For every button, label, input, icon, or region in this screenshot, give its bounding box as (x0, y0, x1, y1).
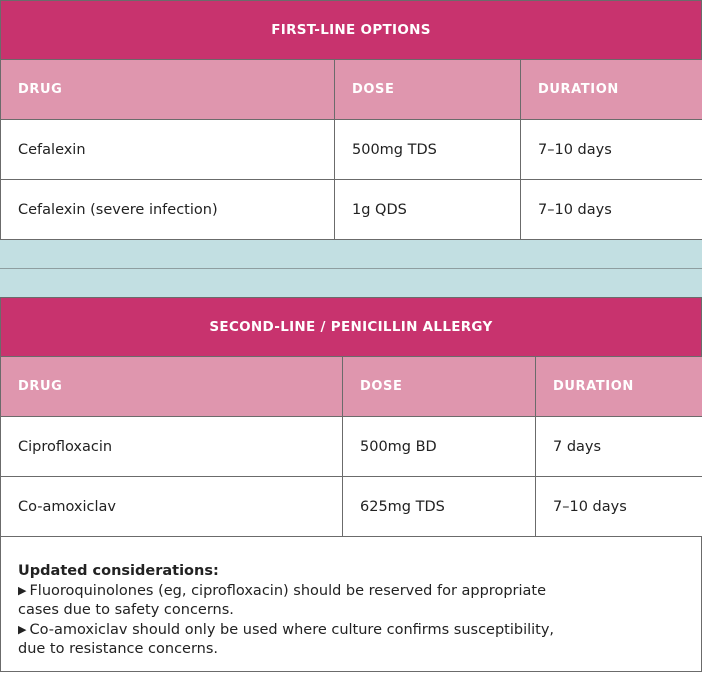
first-line-heading-text: FIRST-LINE OPTIONS (271, 22, 431, 38)
considerations-title: Updated considerations: (18, 563, 219, 579)
consideration-text: Fluoroquinolones (eg, ciprofloxacin) should be reserved for appropriate (29, 583, 547, 599)
drug-cell: Ciprofloxacin (1, 417, 343, 477)
drug-cell: Co-amoxiclav (1, 477, 343, 537)
first-line-table (0, 59, 702, 240)
considerations-box (0, 536, 702, 672)
drug-cell: Cefalexin (severe infection) (1, 180, 335, 240)
table-row (1, 417, 702, 477)
table-row (1, 180, 702, 240)
column-header-dose: DOSE (343, 357, 536, 417)
dose-cell: 500mg TDS (335, 120, 521, 180)
column-header-duration: DURATION (536, 357, 702, 417)
consideration-item (18, 620, 684, 659)
dose-cell: 500mg BD (343, 417, 536, 477)
consideration-text: due to resistance concerns. (18, 641, 219, 657)
column-header-dose: DOSE (335, 60, 521, 120)
consideration-text: cases due to safety concerns. (18, 602, 234, 618)
first-line-heading (0, 0, 702, 60)
column-header-drug: DRUG (1, 60, 335, 120)
triangle-right-icon: ▶ (18, 623, 27, 636)
second-line-table (0, 356, 702, 537)
triangle-right-icon: ▶ (18, 584, 27, 597)
consideration-item (18, 581, 684, 620)
second-line-heading (0, 297, 702, 357)
duration-cell: 7–10 days (536, 477, 702, 537)
column-header-duration: DURATION (521, 60, 702, 120)
duration-cell: 7 days (536, 417, 702, 477)
drug-cell: Cefalexin (1, 120, 335, 180)
consideration-text: Co-amoxiclav should only be used where culture confirms susceptibility, (29, 622, 555, 638)
dose-cell: 625mg TDS (343, 477, 536, 537)
duration-cell: 7–10 days (521, 180, 702, 240)
table-row (1, 120, 702, 180)
second-line-heading-text: SECOND-LINE / PENICILLIN ALLERGY (209, 319, 493, 335)
separator-divider (0, 268, 702, 269)
duration-cell: 7–10 days (521, 120, 702, 180)
table-row (1, 477, 702, 537)
table-header-row (1, 60, 702, 120)
dose-cell: 1g QDS (335, 180, 521, 240)
table-header-row (1, 357, 702, 417)
column-header-drug: DRUG (1, 357, 343, 417)
